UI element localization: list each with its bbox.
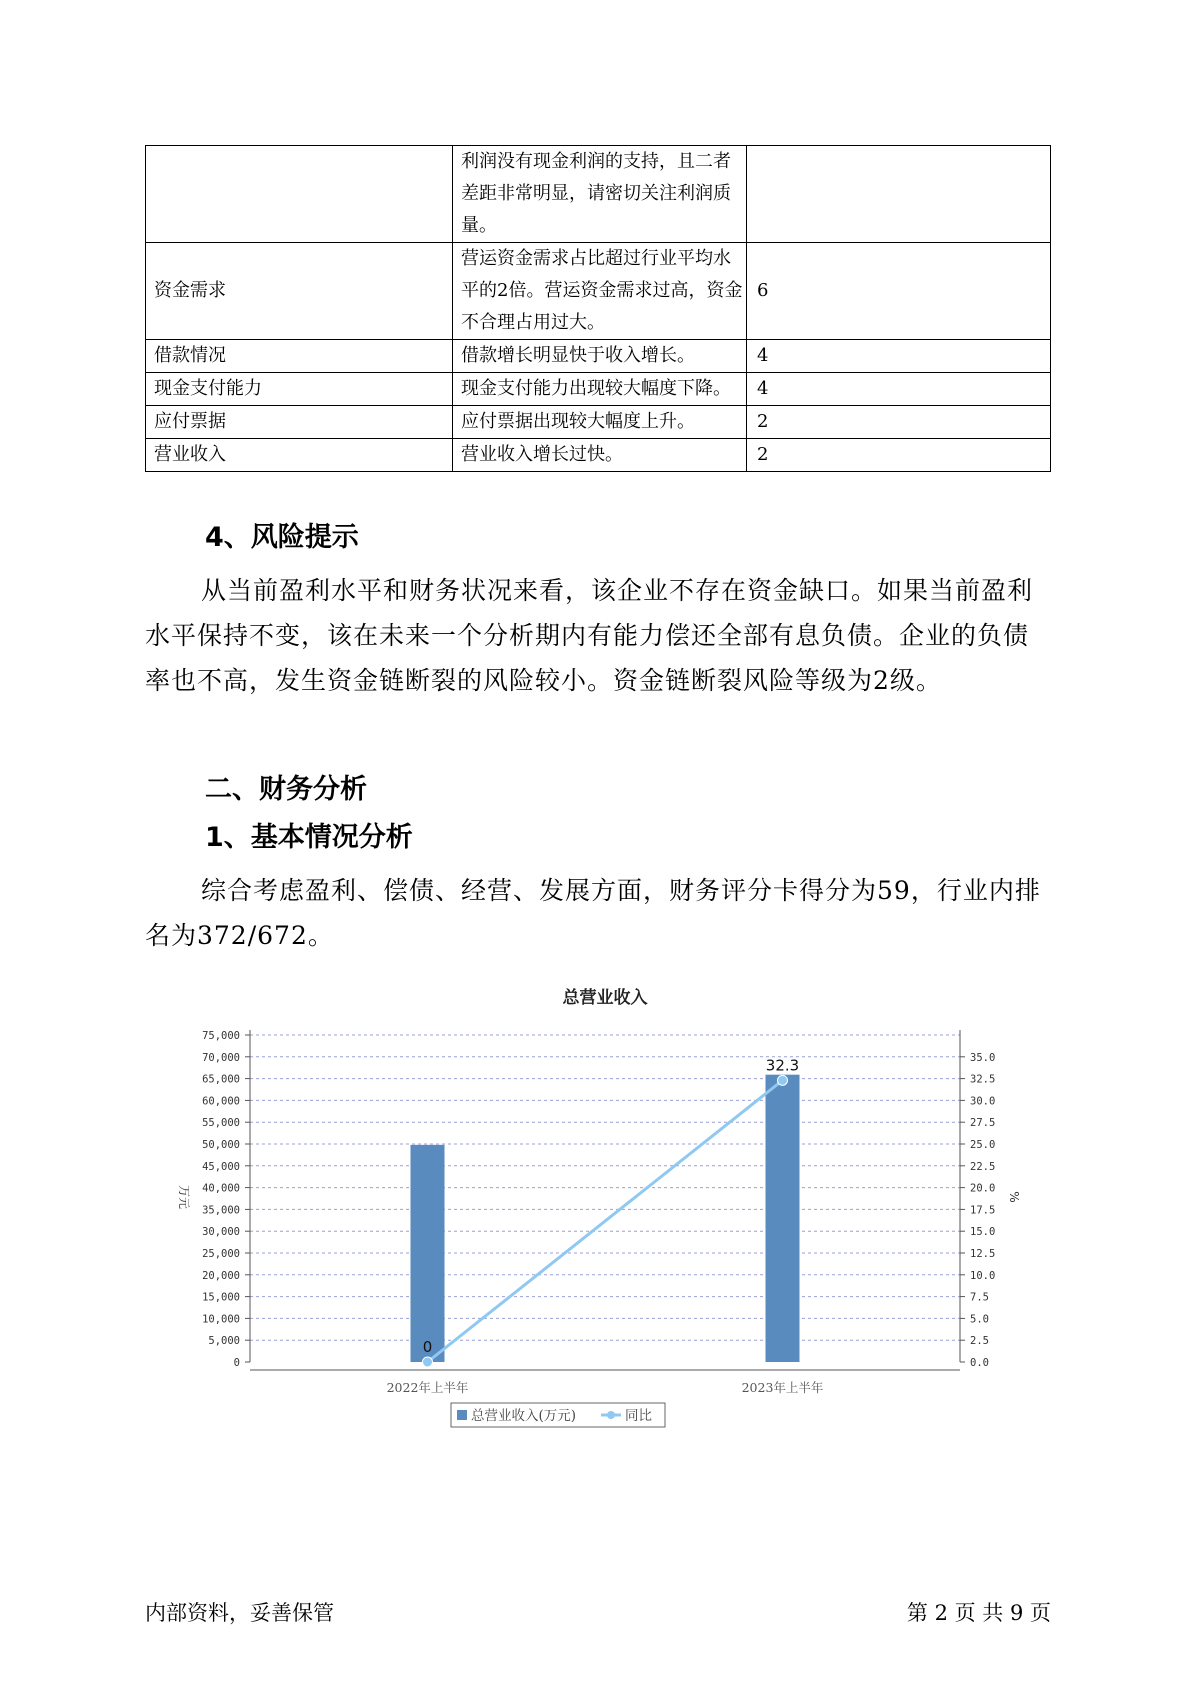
risk-desc-cell: 营业收入增长过快。 <box>453 439 747 472</box>
y2-tick-label: 10.0 <box>970 1269 996 1282</box>
y2-tick-label: 32.5 <box>970 1073 996 1086</box>
y-tick-label: 60,000 <box>202 1095 240 1108</box>
risk-item-cell <box>146 146 453 243</box>
risk-score-cell: 2 <box>747 406 1051 439</box>
risk-score-cell: 2 <box>747 439 1051 472</box>
legend-bar-swatch <box>457 1410 467 1420</box>
risk-desc-cell: 借款增长明显快于收入增长。 <box>453 340 747 373</box>
y-tick-label: 55,000 <box>202 1117 240 1130</box>
risk-score-cell: 4 <box>747 340 1051 373</box>
table-row <box>146 373 1051 406</box>
y2-tick-label: 20.0 <box>970 1182 996 1195</box>
y2-tick-label: 27.5 <box>970 1117 996 1130</box>
risk-item-cell: 应付票据 <box>146 406 453 439</box>
risk-warning-paragraph: 从当前盈利水平和财务状况来看，该企业不存在资金缺口。如果当前盈利水平保持不变，该在未来一个分析期内有能力偿还全部有息负债。企业的负债率也不高，发生资金链断裂的风险较小。资金链断裂风险等级为2级。 <box>145 576 1034 695</box>
y-tick-label: 35,000 <box>202 1204 240 1217</box>
table-row <box>146 146 1051 243</box>
risk-item-cell: 资金需求 <box>146 243 453 340</box>
table-row <box>146 340 1051 373</box>
risk-table <box>145 145 1051 472</box>
risk-desc-cell: 应付票据出现较大幅度上升。 <box>453 406 747 439</box>
risk-desc-cell: 营运资金需求占比超过行业平均水平的2倍。营运资金需求过高，资金不合理占用过大。 <box>453 243 747 340</box>
y-axis-label: 万元 <box>177 1184 191 1210</box>
legend-line-label: 同比 <box>625 1408 652 1424</box>
y2-tick-label: 5.0 <box>970 1313 989 1326</box>
table-row <box>146 439 1051 472</box>
risk-item-cell: 现金支付能力 <box>146 373 453 406</box>
y2-tick-label: 35.0 <box>970 1051 996 1064</box>
basic-analysis-heading: 1、基本情况分析 <box>205 822 413 853</box>
risk-desc-cell: 现金支付能力出现较大幅度下降。 <box>453 373 747 406</box>
y2-tick-label: 2.5 <box>970 1335 989 1348</box>
risk-warning-heading: 4、风险提示 <box>205 522 359 553</box>
legend-line-marker <box>607 1411 615 1419</box>
y-tick-label: 40,000 <box>202 1182 240 1195</box>
y-tick-label: 30,000 <box>202 1226 240 1239</box>
bar <box>411 1145 445 1362</box>
data-label: 0 <box>422 1338 433 1356</box>
y2-tick-label: 22.5 <box>970 1160 996 1173</box>
y2-tick-label: 15.0 <box>970 1226 996 1239</box>
basic-analysis-paragraph: 综合考虑盈利、偿债、经营、发展方面，财务评分卡得分为59，行业内排名为372/672。 <box>145 876 1041 950</box>
legend-bar-label: 总营业收入(万元) <box>471 1408 577 1424</box>
risk-item-cell: 营业收入 <box>146 439 453 472</box>
y-tick-label: 15,000 <box>202 1291 240 1304</box>
y-tick-label: 20,000 <box>202 1269 240 1282</box>
chart-title: 总营业收入 <box>562 988 648 1008</box>
revenue-chart <box>150 975 1030 1445</box>
y-tick-label: 70,000 <box>202 1051 240 1064</box>
line-point <box>778 1075 788 1085</box>
bar <box>766 1075 800 1362</box>
risk-item-cell: 借款情况 <box>146 340 453 373</box>
y-tick-label: 5,000 <box>208 1335 240 1348</box>
x-tick-label: 2023年上半年 <box>741 1380 824 1395</box>
y2-axis-label: % <box>1007 1191 1021 1203</box>
risk-score-cell <box>747 146 1051 243</box>
x-tick-label: 2022年上半年 <box>386 1380 469 1395</box>
finance-analysis-heading: 二、财务分析 <box>205 774 367 805</box>
risk-score-cell: 4 <box>747 373 1051 406</box>
y-tick-label: 45,000 <box>202 1160 240 1173</box>
y2-tick-label: 7.5 <box>970 1291 989 1304</box>
y-tick-label: 50,000 <box>202 1139 240 1151</box>
table-row <box>146 243 1051 340</box>
y-tick-label: 10,000 <box>202 1313 240 1326</box>
risk-desc-cell: 利润没有现金利润的支持，且二者差距非常明显，请密切关注利润质量。 <box>453 146 747 243</box>
table-row <box>146 406 1051 439</box>
y-tick-label: 0 <box>233 1357 240 1369</box>
y2-tick-label: 30.0 <box>970 1095 996 1108</box>
y-tick-label: 25,000 <box>202 1248 240 1260</box>
y-tick-label: 65,000 <box>202 1073 240 1086</box>
y2-tick-label: 25.0 <box>970 1139 996 1151</box>
y2-tick-label: 17.5 <box>970 1204 996 1217</box>
data-label: 32.3 <box>765 1056 800 1075</box>
footer-confidential: 内部资料，妥善保管 <box>145 1601 334 1625</box>
line-point <box>423 1357 433 1367</box>
y2-tick-label: 0.0 <box>970 1357 989 1369</box>
y-tick-label: 75,000 <box>202 1030 240 1042</box>
footer-page-number: 第 2 页 共 9 页 <box>906 1601 1051 1625</box>
y2-tick-label: 12.5 <box>970 1248 996 1260</box>
risk-score-cell: 6 <box>747 243 1051 340</box>
